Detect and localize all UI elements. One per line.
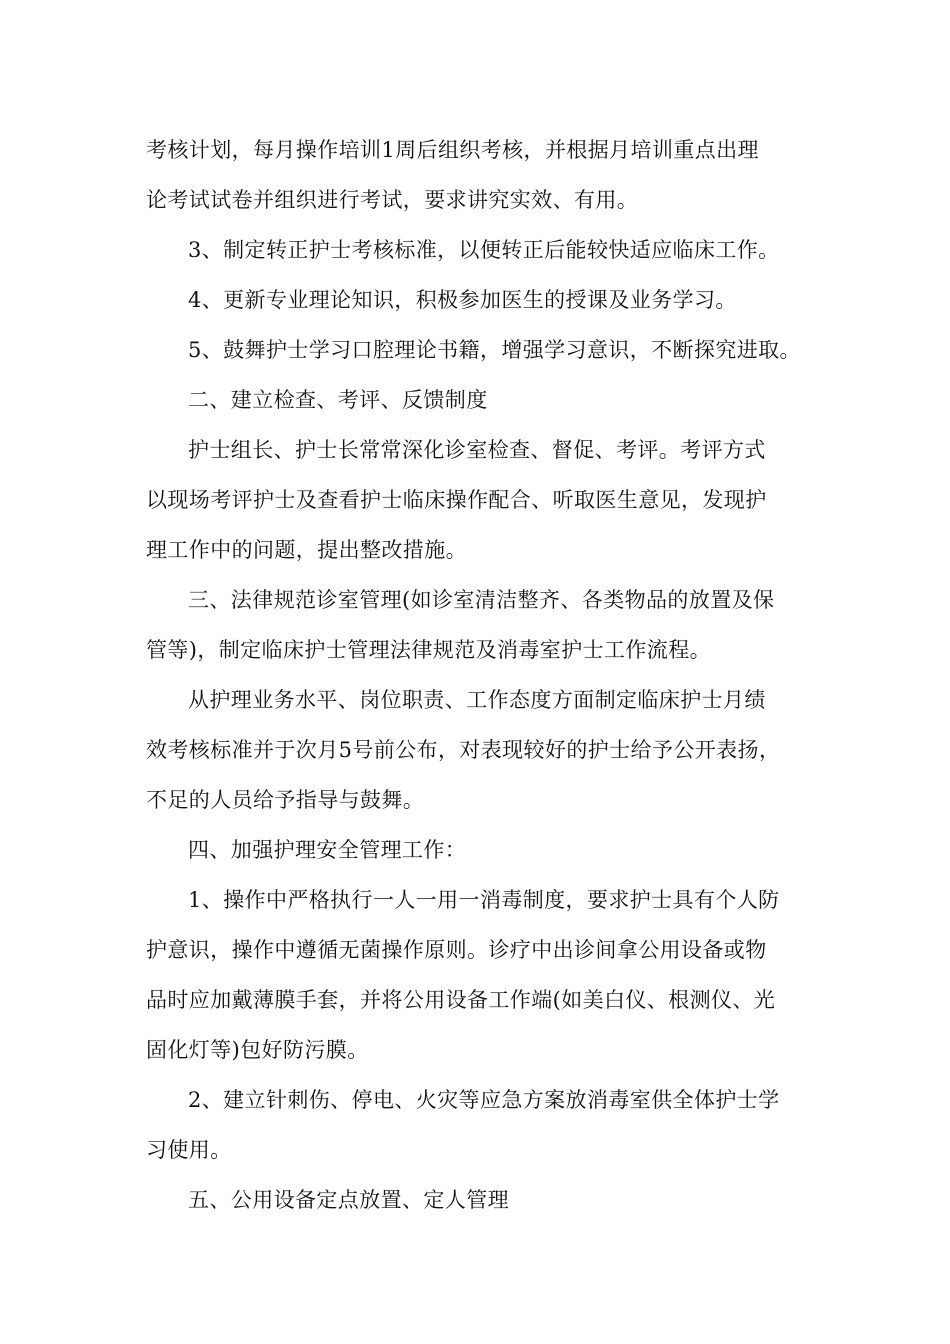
text-line: 5、鼓舞护士学习口腔理论书籍，增强学习意识，不断探究进取。 <box>188 338 801 362</box>
section-heading: 二、建立检查、考评、反馈制度 <box>188 388 488 412</box>
text-line: 以现场考评护士及查看护士临床操作配合、听取医生意见，发现护 <box>146 488 767 512</box>
text-line: 固化灯等)包好防污膜。 <box>146 1038 369 1062</box>
text-line: 习使用。 <box>146 1138 232 1162</box>
text-line: 3、制定转正护士考核标准，以便转正后能较快适应临床工作。 <box>188 238 780 262</box>
text-line: 2、建立针刺伤、停电、火灾等应急方案放消毒室供全体护士学 <box>188 1088 780 1112</box>
text-line: 4、更新专业理论知识，积极参加医生的授课及业务学习。 <box>188 288 737 312</box>
text-line: 护士组长、护士长常常深化诊室检查、督促、考评。考评方式 <box>188 438 766 462</box>
text-line: 从护理业务水平、岗位职责、工作态度方面制定临床护士月绩 <box>188 688 766 712</box>
text-line: 管等)，制定临床护士管理法律规范及消毒室护士工作流程。 <box>146 638 711 662</box>
text-line: 效考核标准并于次月5号前公布，对表现较好的护士给予公开表扬， <box>146 738 781 762</box>
section-heading: 五、公用设备定点放置、定人管理 <box>188 1188 509 1212</box>
text-line: 护意识，操作中遵循无菌操作原则。诊疗中出诊间拿公用设备或物 <box>146 938 767 962</box>
text-line: 理工作中的问题，提出整改措施。 <box>146 538 467 562</box>
section-heading: 四、加强护理安全管理工作： <box>188 838 467 862</box>
text-line: 不足的人员给予指导与鼓舞。 <box>146 788 425 812</box>
text-line: 1、操作中严格执行一人一用一消毒制度，要求护士具有个人防 <box>188 888 780 912</box>
text-line: 考核计划，每月操作培训1周后组织考核，并根据月培训重点出理 <box>146 138 759 162</box>
text-line: 论考试试卷并组织进行考试，要求讲究实效、有用。 <box>146 188 639 212</box>
section-heading: 三、法律规范诊室管理(如诊室清洁整齐、各类物品的放置及保 <box>188 588 775 612</box>
text-line: 品时应加戴薄膜手套，并将公用设备工作端(如美白仪、根测仪、光 <box>146 988 776 1012</box>
